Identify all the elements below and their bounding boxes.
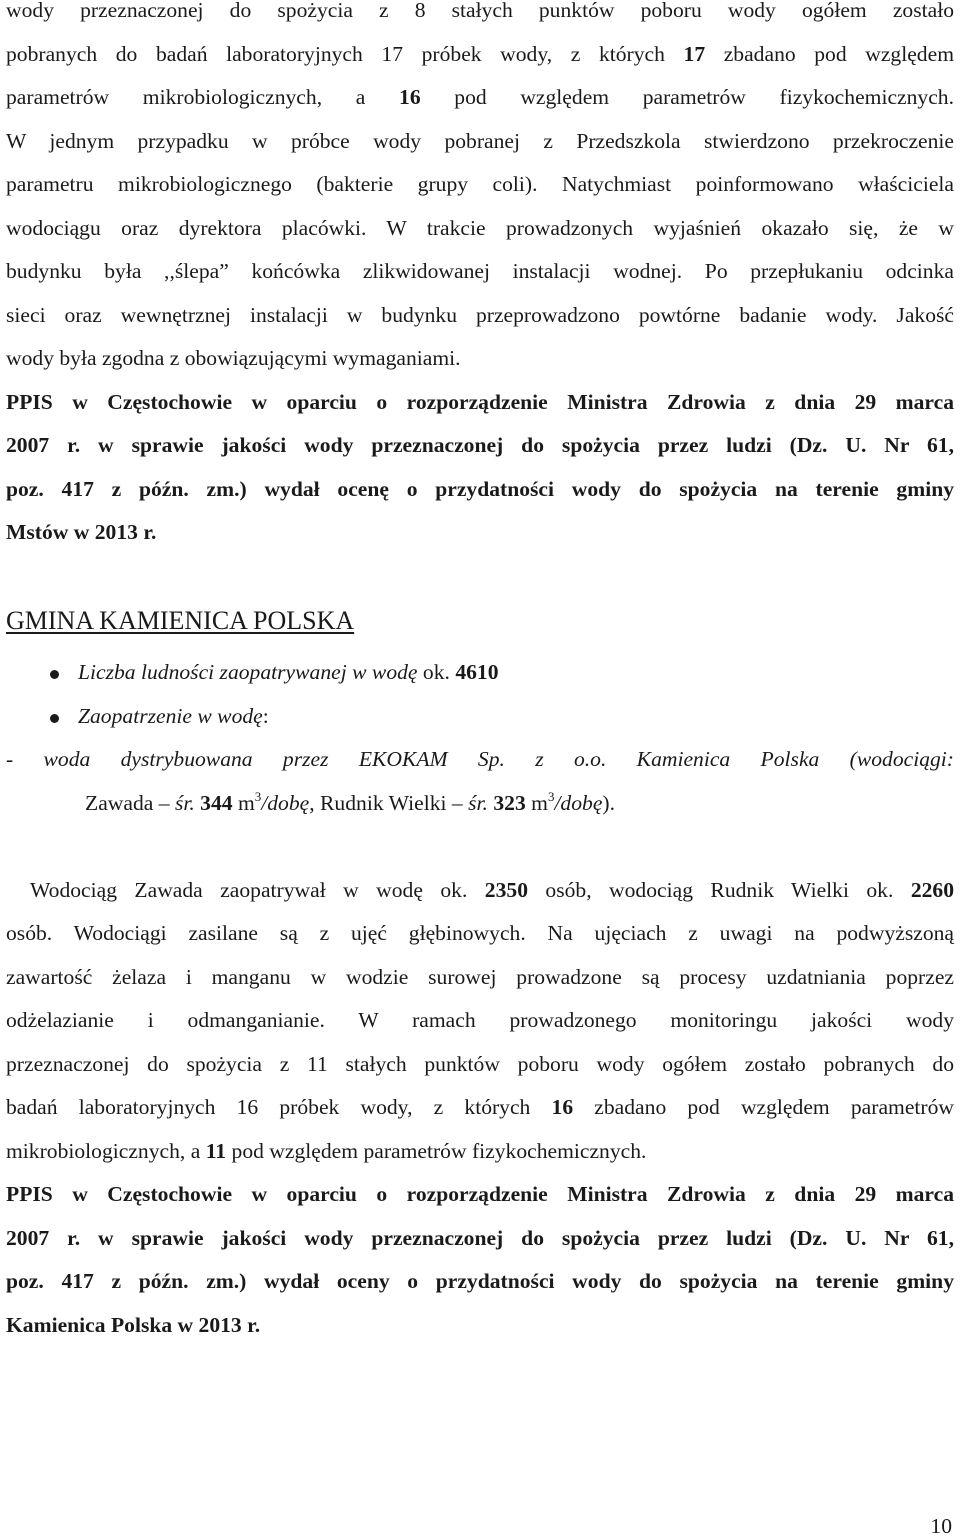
text-line: wodociągu oraz dyrektora placówki. W trakcie prowadzonych wyjaśnień okazało się, że w <box>6 216 954 240</box>
bold-line: PPIS w Częstochowie w oparciu o rozporządzenie Ministra Zdrowia z dnia 29 marca <box>6 1182 954 1206</box>
text-line <box>6 44 954 66</box>
text-span: osób, wodociąg Rudnik Wielki ok. <box>545 878 894 902</box>
text-span: Wodociąg Zawada zaopatrywał w wodę ok. <box>30 878 468 902</box>
bullet-icon <box>50 670 59 679</box>
text-line <box>30 880 954 902</box>
text-line <box>6 1097 954 1119</box>
section-heading: GMINA KAMIENICA POLSKA <box>6 606 355 635</box>
bold-line: 2007 r. w sprawie jakości wody przeznaczonej do spożycia przez ludzi (Dz. U. Nr 61, <box>6 433 954 457</box>
text-span: ok. <box>417 660 456 684</box>
text-line: wody była zgodna z obowiązującymi wymaganiami. <box>6 346 461 370</box>
text-span: śr. <box>468 791 488 815</box>
superscript: 3 <box>254 789 262 804</box>
text-line: przeznaczonej do spożycia z 11 stałych punktów poboru wody ogółem zostało pobranych do <box>6 1052 954 1076</box>
text-line <box>6 1141 954 1163</box>
bold-line: 2007 r. w sprawie jakości wody przeznaczonej do spożycia przez ludzi (Dz. U. Nr 61, <box>6 1226 954 1250</box>
text-line: parametru mikrobiologicznego (bakterie grupy coli). Natychmiast poinformowano właściciela <box>6 172 954 196</box>
bold-line: Kamienica Polska w 2013 r. <box>6 1313 261 1337</box>
bold-number: 2350 <box>484 878 528 902</box>
bold-number: 344 <box>200 791 233 815</box>
text-line: odżelazianie i odmanganianie. W ramach prowadzonego monitoringu jakości wody <box>6 1008 954 1032</box>
text-span: m <box>232 791 255 815</box>
dash-line: - woda dystrybuowana przez EKOKAM Sp. z o.o. Kamienica Polska (wodociągi: <box>6 747 954 771</box>
text-span: zbadano pod względem parametrów <box>594 1095 954 1119</box>
text-span: /dobę <box>554 791 603 815</box>
text-span: pobranych do badań laboratoryjnych 17 próbek wody, z których <box>6 42 665 66</box>
bold-number: 2260 <box>910 878 954 902</box>
bold-number: 4610 <box>455 660 499 684</box>
text-span: zbadano pod względem <box>723 42 954 66</box>
list-item-label: Zaopatrzenie w wodę <box>78 704 263 728</box>
continuation-line <box>85 789 954 815</box>
text-line: W jednym przypadku w próbce wody pobranej z Przedszkola stwierdzono przekroczenie <box>6 129 954 153</box>
text-line: budynku była ,,ślepa” końcówka zlikwidowanej instalacji wodnej. Po przepłukaniu odcinka <box>6 259 954 283</box>
text-span: : <box>262 704 269 728</box>
bold-line: poz. 417 z późn. zm.) wydał oceny o przydatności wody do spożycia na terenie gminy <box>6 1269 954 1293</box>
text-line: osób. Wodociągi zasilane są z ujęć głębinowych. Na ujęciach z uwagi na podwyższoną <box>6 921 954 945</box>
text-span: mikrobiologicznych, a <box>6 1139 201 1163</box>
bold-number: 16 <box>399 85 421 109</box>
text-line <box>6 87 954 109</box>
text-span: badań laboratoryjnych 16 próbek wody, z których <box>6 1095 531 1119</box>
bold-line: poz. 417 z późn. zm.) wydał ocenę o przydatności wody do spożycia na terenie gminy <box>6 477 954 501</box>
text-span: Zawada – <box>85 791 175 815</box>
text-span: m <box>525 791 548 815</box>
text-line <box>6 0 954 22</box>
text-span: pod względem parametrów fizykochemicznych. <box>231 1139 647 1163</box>
bold-number: 11 <box>205 1139 227 1163</box>
text-span: parametrów mikrobiologicznych, a <box>6 85 366 109</box>
list-item <box>78 706 954 728</box>
list-item <box>78 662 954 684</box>
text-span: ). <box>602 791 616 815</box>
text-line: sieci oraz wewnętrznej instalacji w budynku przeprowadzono powtórne badanie wody. Jakość <box>6 303 954 327</box>
text-span: pod względem parametrów fizykochemicznych. <box>454 85 954 109</box>
text-span: /dobę <box>261 791 310 815</box>
bold-line: Mstów w 2013 r. <box>6 520 157 544</box>
text-span: , Rudnik Wielki – <box>309 791 469 815</box>
bold-number: 16 <box>551 1095 574 1119</box>
superscript: 3 <box>547 789 555 804</box>
list-item-label: Liczba ludności zaopatrywanej w wodę <box>78 660 418 684</box>
bold-number: 323 <box>493 791 526 815</box>
bullet-icon <box>50 714 59 723</box>
text-span: wody przeznaczonej do spożycia z 8 stałych punktów poboru wody ogółem zostało <box>6 0 954 22</box>
page-number: 10 <box>930 1514 952 1538</box>
text-span: śr. <box>174 791 195 815</box>
bold-number: 17 <box>683 42 706 66</box>
text-line: zawartość żelaza i manganu w wodzie surowej prowadzone są procesy uzdatniania poprzez <box>6 965 954 989</box>
bold-line: PPIS w Częstochowie w oparciu o rozporządzenie Ministra Zdrowia z dnia 29 marca <box>6 390 954 414</box>
